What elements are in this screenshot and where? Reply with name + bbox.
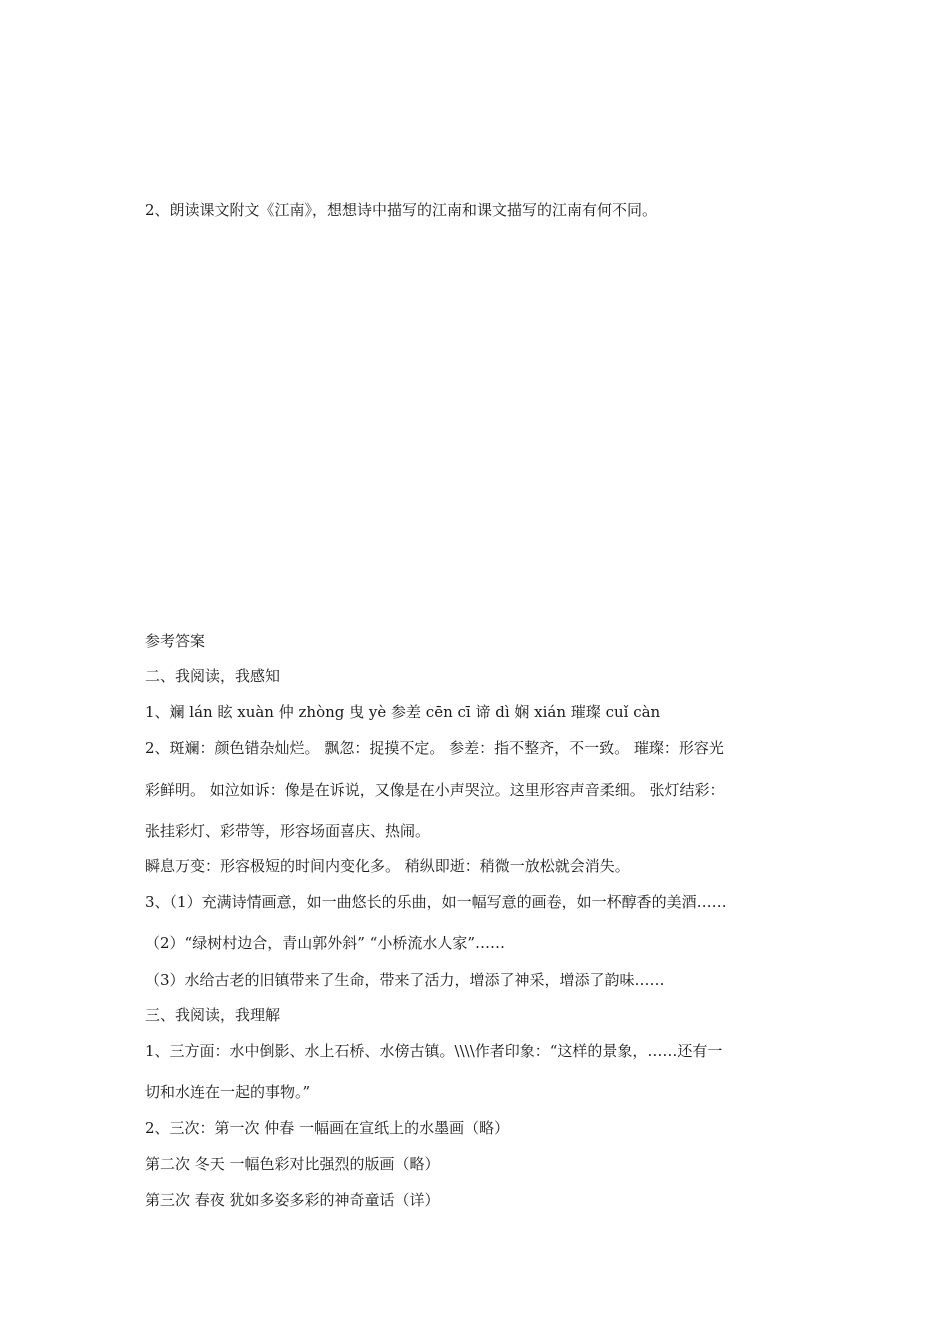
answer-2-3-line-3: （3）水给古老的旧镇带来了生命，带来了活力，增添了神采，增添了韵味…… (145, 971, 665, 989)
answer-2-1-pinyin: 1、斓 lán 眩 xuàn 仲 zhòng 曳 yè 参差 cēn cī 谛 dì 娴 xián 璀璨 cuǐ càn (145, 703, 661, 721)
answer-3-2-line-3: 第三次 春夜 犹如多姿多彩的神奇童话（详） (145, 1191, 440, 1209)
answer-3-1-line-1: 1、三方面：水中倒影、水上石桥、水傍古镇。\\\\作者印象：“这样的景象，……还有一 (145, 1042, 723, 1060)
answer-2-3-line-2: （2）“绿树村边合，青山郭外斜” “小桥流水人家”…… (145, 934, 505, 952)
answer-2-2-line-2: 彩鲜明。 如泣如诉：像是在诉说，又像是在小声哭泣。这里形容声音柔细。 张灯结彩： (145, 781, 725, 799)
answer-2-2-line-1: 2、斑斓：颜色错杂灿烂。 飘忽：捉摸不定。 参差：指不整齐，不一致。 璀璨：形容光 (145, 739, 724, 757)
answer-3-2-line-2: 第二次 冬天 一幅色彩对比强烈的版画（略） (145, 1155, 440, 1173)
answer-2-2-line-4: 瞬息万变：形容极短的时间内变化多。 稍纵即逝：稍微一放松就会消失。 (145, 857, 630, 875)
question-2: 2、朗读课文附文《江南》，想想诗中描写的江南和课文描写的江南有何不同。 (145, 201, 658, 219)
answer-3-2-line-1: 2、三次：第一次 仲春 一幅画在宣纸上的水墨画（略） (145, 1119, 510, 1137)
answer-3-1-line-2: 切和水连在一起的事物。” (145, 1083, 311, 1101)
section-3-title: 三、我阅读，我理解 (145, 1006, 281, 1024)
answer-2-3-line-1: 3、（1）充满诗情画意，如一曲悠长的乐曲，如一幅写意的画卷，如一杯醇香的美酒…… (145, 893, 727, 911)
answer-2-2-line-3: 张挂彩灯、彩带等，形容场面喜庆、热闹。 (145, 822, 431, 840)
answer-heading: 参考答案 (145, 632, 206, 650)
section-2-title: 二、我阅读，我感知 (145, 667, 281, 685)
